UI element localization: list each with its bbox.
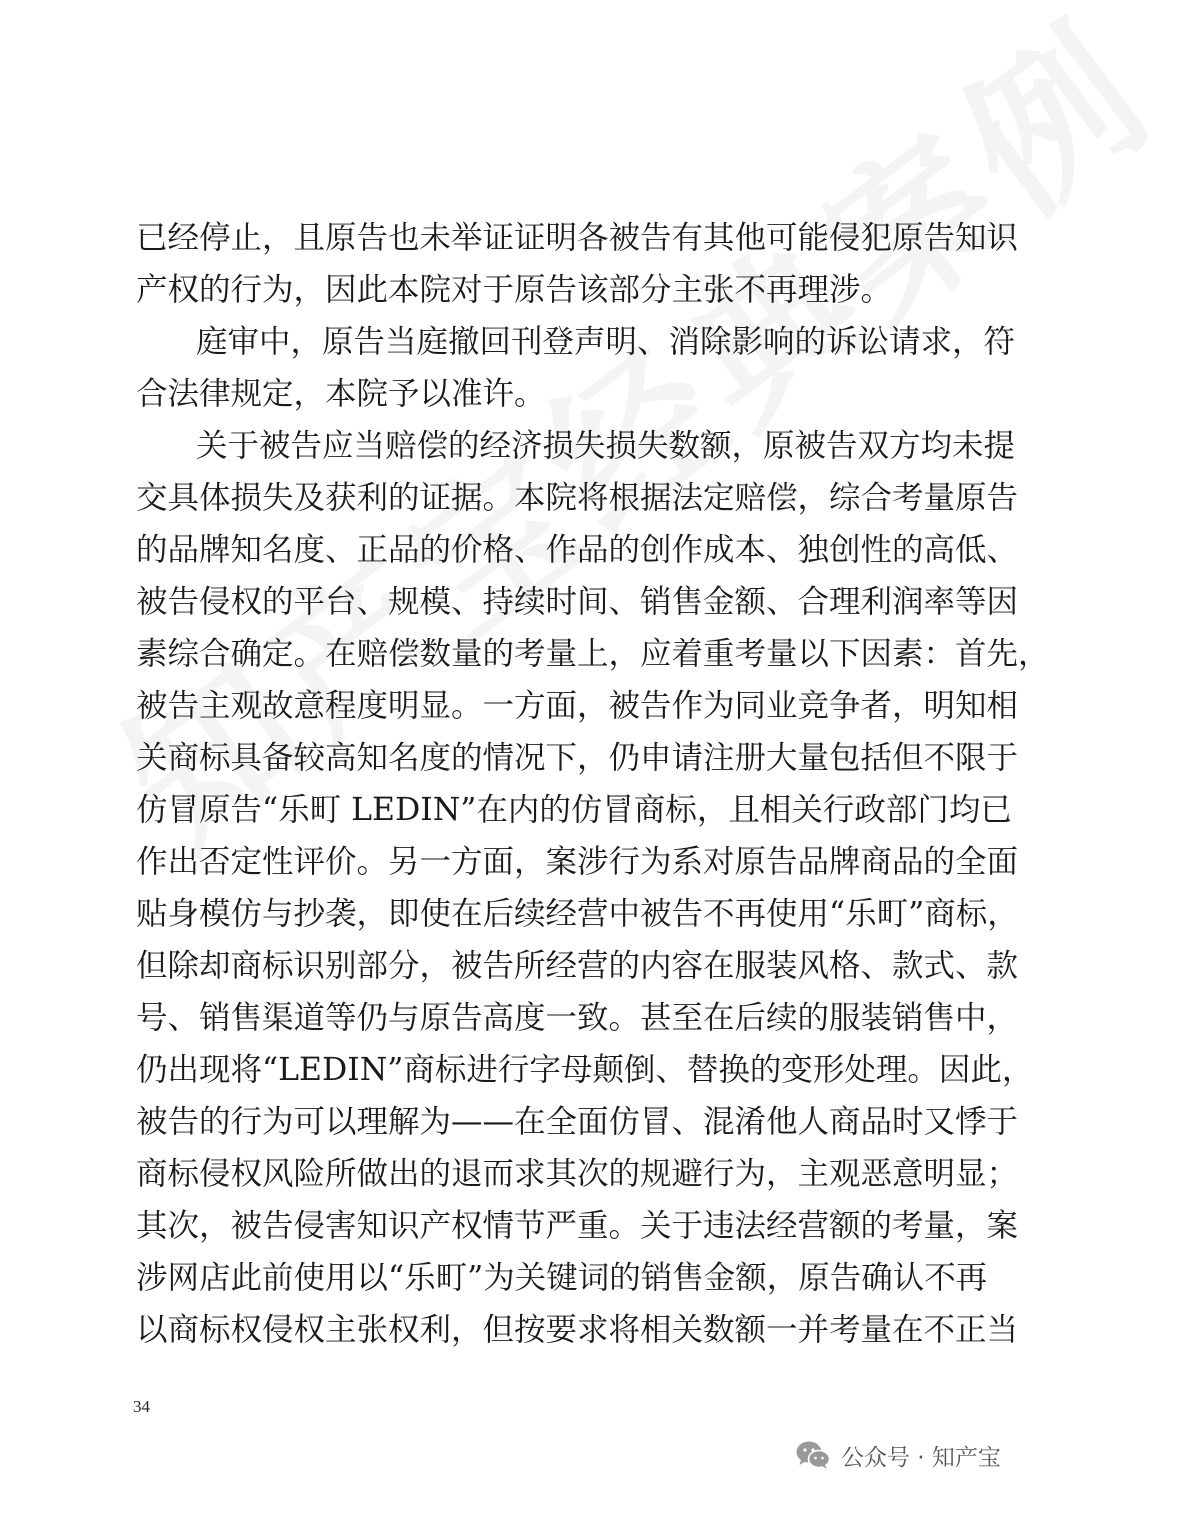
body-line: 被告主观故意程度明显。一方面，被告作为同业竞争者，明知相 <box>136 688 1019 724</box>
body-line: 合法律规定，本院予以准许。 <box>136 376 546 412</box>
body-line: 庭审中，原告当庭撤回刊登声明、消除影响的诉讼请求，符 <box>196 324 1016 360</box>
body-line: 涉网店此前使用以“乐町”为关键词的销售金额，原告确认不再 <box>136 1260 988 1296</box>
body-line: 已经停止，且原告也未举证证明各被告有其他可能侵犯原告知识 <box>136 220 1019 256</box>
body-line: 被告侵权的平台、规模、持续时间、销售金额、合理利润率等因 <box>136 584 1019 620</box>
body-line: 关商标具备较高知名度的情况下，仍申请注册大量包括但不限于 <box>136 740 1019 776</box>
body-line: 关于被告应当赔偿的经济损失损失数额，原被告双方均未提 <box>196 428 1016 464</box>
body-line: 商标侵权风险所做出的退而求其次的规避行为，主观恶意明显； <box>136 1156 1019 1192</box>
body-line: 但除却商标识别部分，被告所经营的内容在服装风格、款式、款 <box>136 948 1019 984</box>
body-line: 被告的行为可以理解为——在全面仿冒、混淆他人商品时又悸于 <box>136 1104 1019 1140</box>
wechat-icon <box>795 1440 831 1470</box>
body-line: 的品牌知名度、正品的价格、作品的创作成本、独创性的高低、 <box>136 532 1019 568</box>
body-line: 产权的行为，因此本院对于原告该部分主张不再理涉。 <box>136 272 893 308</box>
body-line: 其次，被告侵害知识产权情节严重。关于违法经营额的考量，案 <box>136 1208 1019 1244</box>
body-line: 交具体损失及获利的证据。本院将根据法定赔偿，综合考量原告 <box>136 480 1019 516</box>
body-line: 素综合确定。在赔偿数量的考量上，应着重考量以下因素：首先， <box>136 636 1050 672</box>
page-number: 34 <box>133 1397 150 1416</box>
body-line: 贴身模仿与抄袭，即使在后续经营中被告不再使用“乐町”商标， <box>136 896 1019 932</box>
body-line: 作出否定性评价。另一方面，案涉行为系对原告品牌商品的全面 <box>136 844 1019 880</box>
footer-brand[interactable] <box>795 1435 1001 1475</box>
body-line: 仿冒原告“乐町 LEDIN”在内的仿冒商标，且相关行政部门均已 <box>136 792 1012 828</box>
body-line: 以商标权侵权主张权利，但按要求将相关数额一并考量在不正当 <box>136 1312 1019 1348</box>
body-line: 仍出现将“LEDIN”商标进行字母颠倒、替换的变形处理。因此， <box>136 1052 1034 1088</box>
body-line: 号、销售渠道等仍与原告高度一致。甚至在后续的服装销售中， <box>136 1000 1019 1036</box>
footer-brand-text: 公众号 · 知产宝 <box>841 1444 1001 1471</box>
